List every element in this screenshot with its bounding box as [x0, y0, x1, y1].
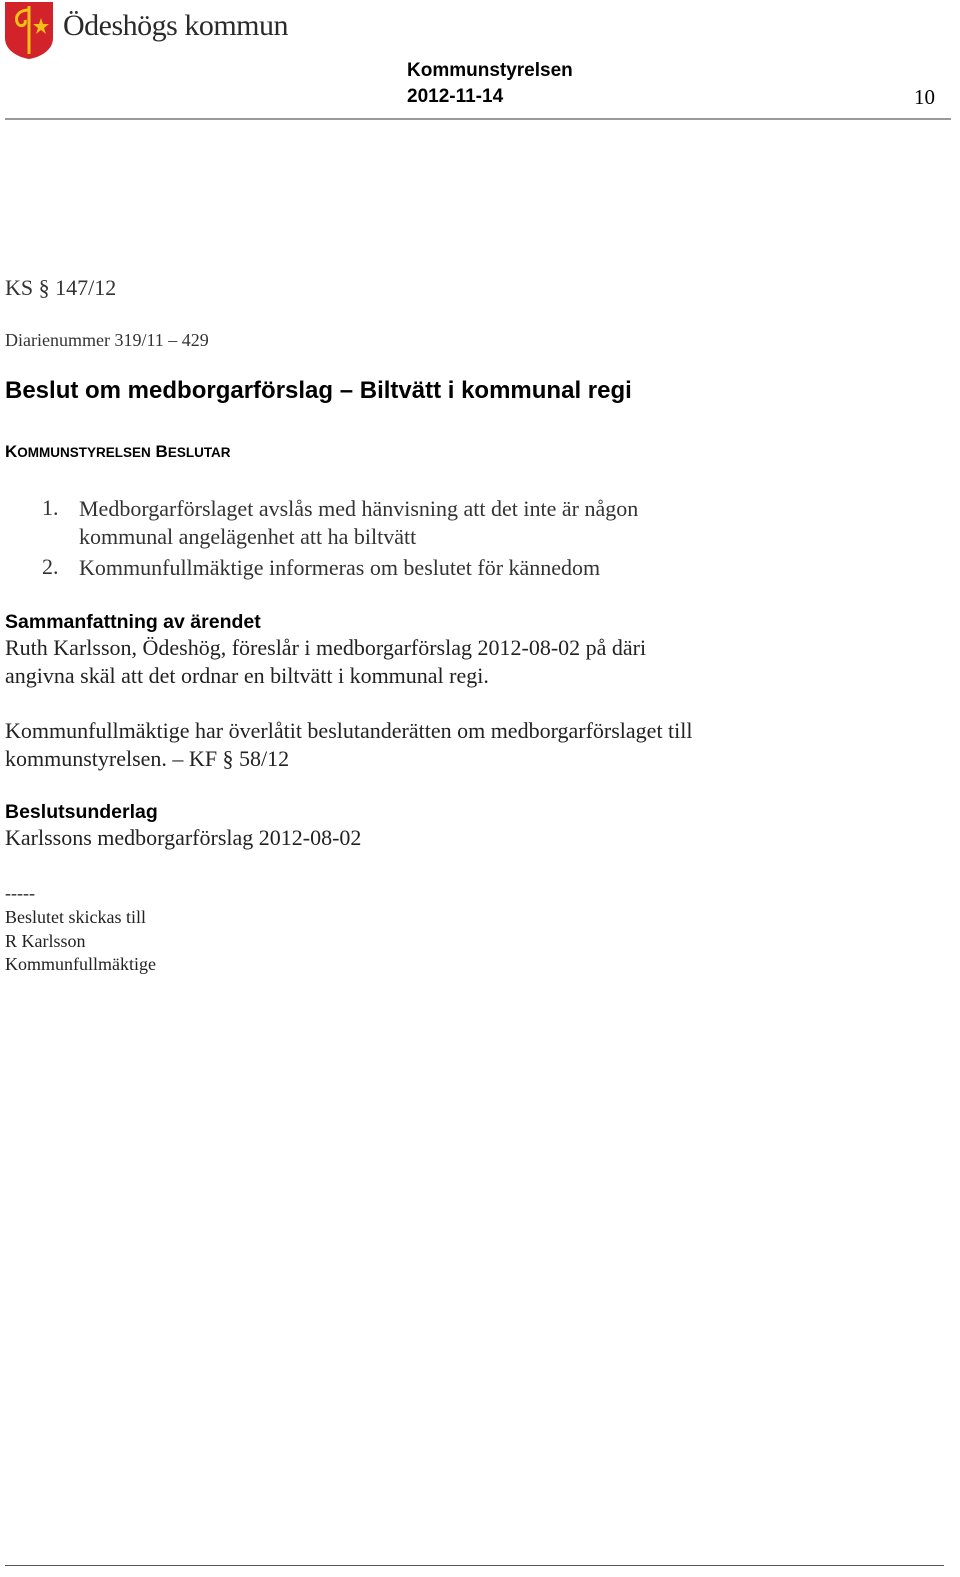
- summary-heading: Sammanfattning av ärendet: [5, 611, 261, 633]
- page-number: 10: [914, 85, 935, 109]
- delegation-paragraph: [5, 717, 693, 773]
- organization-name: Ödeshögs kommun: [63, 9, 288, 42]
- meeting-date: 2012-11-14: [407, 86, 504, 107]
- header-divider: [5, 118, 951, 120]
- decision-heading-rest: ESLUTAR: [167, 445, 231, 460]
- summary-paragraph: [5, 634, 646, 690]
- delegation-line: Kommunfullmäktige har överlåtit beslutanderätten om medborgarförslaget till: [5, 718, 693, 743]
- summary-line: angivna skäl att det ordnar en biltvätt i kommunal regi.: [5, 663, 489, 688]
- footer-divider: [5, 1565, 944, 1566]
- delegation-line: kommunstyrelsen. – KF § 58/12: [5, 746, 290, 771]
- decision-item-text: Kommunfullmäktige informeras om beslutet för kännedom: [79, 555, 601, 580]
- decision-item-text: [79, 495, 638, 551]
- basis-heading: Beslutsunderlag: [5, 801, 158, 823]
- distribution-label: Beslutet skickas till: [5, 907, 146, 927]
- decision-item-number: 1.: [42, 495, 59, 520]
- distribution-recipient: R Karlsson: [5, 931, 86, 951]
- decision-title: Beslut om medborgarförslag – Biltvätt i kommunal regi: [5, 377, 632, 404]
- decision-heading-initial: B: [155, 442, 168, 461]
- committee-name: Kommunstyrelsen: [407, 60, 573, 81]
- separator-line: -----: [5, 883, 35, 903]
- basis-text: Karlssons medborgarförslag 2012-08-02: [5, 825, 362, 850]
- decision-heading: [5, 442, 231, 462]
- decision-item-line: kommunal angelägenhet att ha biltvätt: [79, 524, 417, 549]
- municipality-coat-of-arms-logo: [3, 0, 55, 60]
- decision-item-line: Medborgarförslaget avslås med hänvisning att det inte är någon: [79, 496, 639, 521]
- diary-number: Diarienummer 319/11 – 429: [5, 330, 209, 350]
- summary-line: Ruth Karlsson, Ödeshög, föreslår i medborgarförslag 2012-08-02 på däri: [5, 635, 647, 660]
- distribution-recipient: Kommunfullmäktige: [5, 954, 156, 974]
- decision-item-number: 2.: [42, 554, 59, 579]
- decision-heading-rest: OMMUNSTYRELSEN: [17, 445, 151, 460]
- decision-heading-initial: K: [5, 442, 18, 461]
- paragraph-reference: KS § 147/12: [5, 275, 117, 300]
